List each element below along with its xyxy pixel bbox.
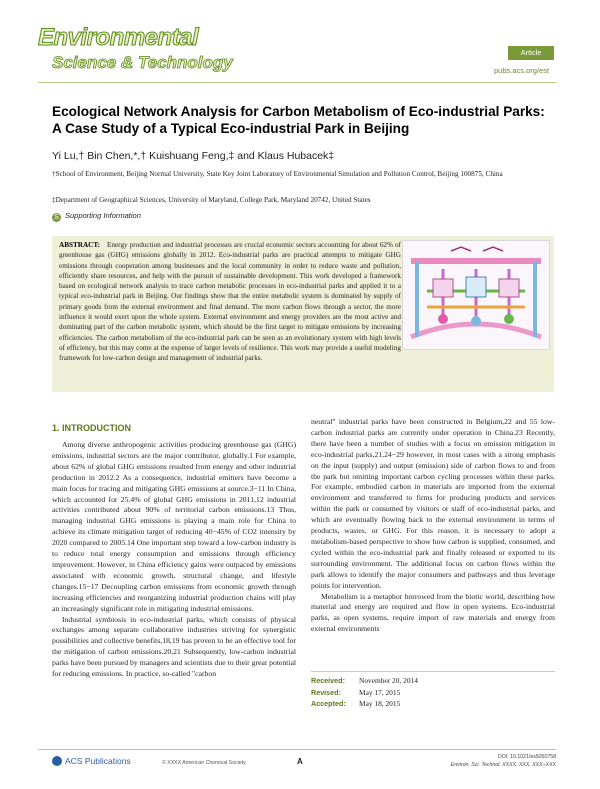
supporting-info-icon: S [52,213,61,222]
journal-logo [38,26,248,80]
paragraph: neutral" industrial parks have been constructed in Belgium,22 and 55 low-carbon industrial parks are currently under operation in China.23 Recently, there have been a number of studies with a focus on emission mitigation in eco-industrial parks,21,24−29 however, in most cases with a strong emphasis on the input (supply) and output (emission) side of carbon flows to and from the park but omitting important carbon cycling processes within these parks. For example, embodied carbon in materials are imported from the external environment and transferred to firms for producing products and services within the park or consumed by visitors or staff of eco-industrial parks, and which are eventually flowing back to the external environment in terms of products, wastes, or GHG. For this reason, it is necessary to adopt a metabolism-based perspective to show how carbon is supplied, consumed, and cycled within the eco-industrial park and finally released or exported to its surrounding environment. The additional focus on carbon flows within the park allows to identify the major consumers and pathways and thus leverage points for intervention. [311,417,555,590]
abstract [59,240,547,364]
date-value: May 17, 2015 [359,687,401,697]
supporting-info-label: Supporting Information [65,211,141,220]
acs-publications-logo[interactable] [52,756,131,766]
paragraph: Industrial symbiosis in eco-industrial parks, which consists of physical exchanges among separate collaborative industries striving for synergistic possibilities and collective benefits,18,19 has proven to be an effective tool for the mitigation of carbon emissions.20,21 Subsequently, low-carbon industrial parks have been pursued by managers and scientists due to their great potential for reducing emissions. In practice, so-called "carbon [52,614,296,679]
body-column-left [52,440,296,680]
citation: Environ. Sci. Technol. XXXX, XXX, XXX−XXX [450,761,556,768]
article-title: Ecological Network Analysis for Carbon Metabolism of Eco-industrial Parks: A Case Study of a Typical Eco-industrial Park in Beijing [52,104,545,136]
date-row-received [311,675,555,687]
body-column-right [311,417,555,635]
page-number: A [297,757,303,766]
article-type-badge: Article [508,46,554,60]
date-label: Accepted: [311,699,346,708]
publication-dates [311,671,555,710]
journal-url[interactable]: pubs.acs.org/est [494,66,550,75]
section-heading: 1. INTRODUCTION [52,423,132,433]
affiliation-2: ‡Department of Geographical Sciences, University of Maryland, College Park, Maryland 20742, United States [52,196,371,204]
paragraph: Among diverse anthropogenic activities producing greenhouse gas (GHG) emissions, industrial sectors are the major contributor, globally.1 For example, about 62% of global GHG emissions resulted from energy and other industrial production in 2012.2 As a consequence, industrial emitters have become a main focus for tracing and mitigating GHG emissions at source.3−11 In China, which accounted for 25.4% of global GHG emissions in 2011,12 industrial activities contributed about 90% of territorial carbon emissions.13 Thus, managing industrial GHG emissions is playing a main role for China to achieve its climate mitigation target of reducing 40−45% of CO2 intensity by 2020 compared to 2005.14 One important step toward a low-carbon industry is to reduce total energy consumption and emissions through efficiency improvement. However, in China efficiency gains were outpaced by emissions associated with economic growth, structural change, and lifestyle changes.15−17 Decoupling carbon emissions from economic growth through increasing efficiencies and reorganizing industrial production chains will play an increasingly significant role in mitigating industrial emissions. [52,440,296,613]
date-row-revised [311,687,555,699]
doi[interactable]: DOI: 10.1021/es5050758 [498,754,556,760]
logo-line-1: Environmental [38,24,199,51]
abstract-label: ABSTRACT: [59,241,101,249]
abstract-body: Energy production and industrial processes are crucial economic sectors accounting for about 62% of greenhouse gas (GHG) emissions globally in 2012. Eco-industrial parks are practical attempts to mitigate GHG emissions through cooperation among businesses and the local community in order to reduce waste and pollution, efficiently share resources, and help with the pursuit of sustainable development. This work developed a framework based on ecological network analysis to trace carbon metabolic processes in eco-industrial parks and applied it to a typical eco-industrial park in Beijing. Our findings show that the entire metabolic system is dominated by supply of primary goods from the external environment and final demand. The more carbon flows through a sector, the more influence it would exert upon the whole system. External environment and energy providers are the most active and dominating part of the carbon metabolic system, which should be the first target to mitigate emissions by increasing efficiencies. The carbon metabolism of the eco-industrial park can be seen as an evolutionary system with high levels of efficiency, but this may come at the expense of larger levels of resilience. This work may provide a useful modeling framework for low-carbon design and management of industrial parks. [59,241,401,363]
date-value: May 18, 2015 [359,699,401,708]
date-value: November 20, 2014 [359,676,418,685]
paragraph: Metabolism is a metaphor borrowed from the biotic world, describing how material and energy are required and flow in open systems. Eco-industrial parks, as open systems, require import of raw materials and energy from external environments [311,591,555,634]
date-row-accepted [311,698,555,710]
doi-block [438,754,556,769]
footer-divider [38,749,556,750]
publisher-name: ACS Publications [65,756,131,766]
author-list: Yi Lu,† Bin Chen,*,† Kuishuang Feng,‡ and Klaus Hubacek‡ [52,150,335,162]
header-divider [38,82,556,83]
logo-line-2: Science & Technology [52,53,233,72]
acs-logo-icon [52,756,62,766]
copyright-notice: © XXXX American Chemical Society [162,760,246,766]
date-label: Received: [311,676,345,685]
supporting-info-link[interactable] [52,211,141,222]
date-label: Revised: [311,687,341,697]
affiliation-1: †School of Environment, Beijing Normal University, State Key Joint Laboratory of Environmental Simulation and Pollution Control, Beijing 100875, China [52,170,503,178]
